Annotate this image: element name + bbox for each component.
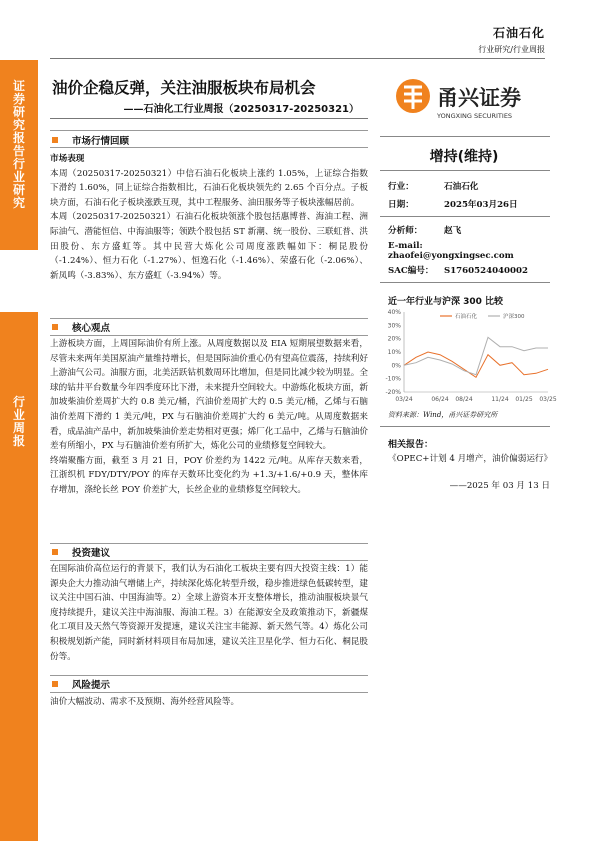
risk-paragraph: 油价大幅波动、需求不及预期、海外经营风险等。 bbox=[50, 697, 240, 707]
info-value: zhaofei@yongxingsec.com bbox=[388, 251, 514, 261]
info-value: 2025年03月26日 bbox=[444, 200, 518, 210]
related-report-date: ——2025 年 03 月 13 日 bbox=[449, 481, 550, 491]
title-divider bbox=[50, 118, 368, 119]
info-value: S1760524040002 bbox=[444, 266, 528, 276]
related-report-link[interactable]: 《OPEC+计划 4 月增产，油价偏弱运行》 bbox=[388, 454, 553, 464]
sidebar-mid-band bbox=[0, 312, 38, 841]
risk-body bbox=[50, 695, 368, 710]
sidebar-top-band bbox=[0, 60, 38, 250]
comparison-chart bbox=[378, 306, 557, 410]
info-label: 行业： bbox=[388, 182, 414, 192]
report-title: 油价企稳反弹，关注油服板块布局机会 bbox=[52, 79, 316, 97]
market-rule-bottom bbox=[50, 147, 368, 148]
core-rule-bottom bbox=[50, 335, 368, 336]
core-rule-top bbox=[50, 318, 368, 319]
risk-rule-bottom bbox=[50, 692, 368, 693]
x-tick-label: 03/25 bbox=[539, 396, 557, 403]
market-paragraph-2: 本周（20250317-20250321）石油石化板块领涨个股包括惠博普、海油工程、洲际油气、潜能恒信、中海油服等；领跌个股包括 ST 新潮、统一股份、三联虹普、洪田股份、东方盛虹等。其中民营大炼化公司周度涨跌幅如下：桐昆股份（-1.24%）、恒力石化（-1.27%）、恒逸石化（-1.46%）、荣盛石化（-2.06%）、新凤鸣（-3.83%）、东方盛虹（-3.94%）等。 bbox=[50, 212, 368, 281]
info-sac bbox=[388, 264, 528, 276]
advice-paragraph: 在国际油价高位运行的背景下，我们认为石油化工板块主要有四大投资主线：1）能源央企大力推动油气增储上产，持续深化炼化转型升级，稳步推进绿色低碳转型，建议关注中国石油、中国海油等。2）全球上游资本开支整体增长，推动油服板块景气度持续提升，建议关注中海油服、海油工程。3）在能源安全及政策推动下，新疆煤化工项目及天然气等资源开发提速，建议关注宝丰能源、新天然气等。4）炼化公司积极规划新产能，同时新材料项目布局加速，建议关注卫星化学、恒力石化、桐昆股份等。 bbox=[50, 564, 368, 662]
x-tick-label: 01/25 bbox=[515, 396, 533, 403]
market-paragraph-1: 本周（20250317-20250321）中信石油石化板块上涨约 1.05%，上证综合指数下滑约 1.60%，同上证综合指数相比，石油石化板块领先约 2.65 个百分点。子板块方面，石油石化子板块涨跌互现，其中工程服务、油田服务等子板块涨幅居前。 bbox=[50, 168, 368, 208]
y-tick-label: -10% bbox=[385, 375, 401, 383]
x-tick-label: 03/24 bbox=[395, 396, 413, 403]
broker-name: 甬兴证券 bbox=[437, 86, 521, 110]
broker-logo bbox=[393, 74, 545, 124]
info-label: E-mail: bbox=[388, 241, 423, 251]
y-tick-label: 20% bbox=[387, 335, 401, 343]
header-category: 行业研究/行业周报 bbox=[478, 45, 545, 54]
core-paragraph-2: 终端聚酯方面，截至 3 月 21 日，POY 价差约为 1422 元/吨。从库存天数来看，江浙织机 FDY/DTY/POY 的库存天数环比变化约为 +1.3/+1.6/+0.9 天，整体库存增加，涤纶长丝 POY 价差扩大，长丝企业的业绩修复空间较大。 bbox=[50, 455, 368, 495]
x-tick-label: 06/24 bbox=[431, 396, 449, 403]
report-subtitle: ——石油化工行业周报（20250317-20250321） bbox=[123, 104, 359, 115]
sidebar-mid-label: 行业周报 bbox=[12, 395, 25, 448]
chart-title: 近一年行业与沪深 300 比较 bbox=[388, 297, 504, 307]
chart-source: 资料来源：Wind，甬兴证券研究所 bbox=[388, 411, 498, 419]
advice-rule-bottom bbox=[50, 560, 368, 561]
advice-body bbox=[50, 562, 368, 664]
series-line-1 bbox=[404, 337, 548, 374]
broker-logo-icon bbox=[393, 74, 545, 124]
section-marker-icon bbox=[52, 681, 58, 687]
section-marker-icon bbox=[52, 137, 58, 143]
advice-heading: 投资建议 bbox=[52, 545, 110, 559]
section-marker-icon bbox=[52, 324, 58, 330]
broker-english: YONGXING SECURITIES bbox=[437, 112, 513, 120]
core-heading: 核心观点 bbox=[52, 320, 110, 334]
info-analyst bbox=[388, 224, 461, 236]
risk-rule-top bbox=[50, 675, 368, 676]
header-industry: 石油石化 bbox=[492, 26, 545, 40]
rating-bottom-rule bbox=[380, 170, 550, 171]
y-tick-label: 0% bbox=[391, 362, 401, 370]
y-tick-label: 10% bbox=[387, 349, 401, 356]
info-label: SAC编号： bbox=[388, 266, 434, 276]
core-body bbox=[50, 337, 368, 498]
y-tick-label: 40% bbox=[387, 309, 401, 316]
rating-top-rule bbox=[380, 136, 550, 137]
info-label: 分析师： bbox=[388, 226, 423, 236]
advice-rule-top bbox=[50, 543, 368, 544]
y-tick-label: 30% bbox=[387, 322, 401, 330]
chart-bottom-rule bbox=[380, 426, 550, 427]
market-rule-top bbox=[50, 130, 368, 131]
info-rule bbox=[380, 216, 550, 217]
market-body bbox=[50, 152, 368, 283]
info-label: 日期： bbox=[388, 200, 414, 210]
core-paragraph-1: 上游板块方面，上周国际油价有所上涨。从周度数据以及 EIA 短期展望数据来看，尽管未来两年美国原油产量维持增长，但是国际油价重心仍有望高位震荡，持续利好上游油气公司。油服方面，北美活跃钻机数周环比增加，但是同比减少较为明显。全球的钻井平台数量今年四季度环比下滑，未来提升空间较大。中游炼化板块方面，新加坡柴油价差周扩大约 0.8 美元/桶，汽油价差周扩大约 0.5 美元/桶，乙烯与石脑油价差周下滑约 1 美元/吨，PX 与石脑油价差周扩大约 6 美元/吨。从周度数据来看，成品油产品中，新加坡柴油价差走势相对更强；烯厂化工品中，乙烯与石脑油价差有所缩小，PX 与石脑油价差有所扩大，炼化公司的业绩修复空间较大。 bbox=[50, 339, 368, 452]
sidebar-top-label: 证券研究报告 行业研究 bbox=[12, 79, 25, 210]
header-divider bbox=[50, 58, 545, 59]
info-industry bbox=[388, 180, 478, 192]
market-heading: 市场行情回顾 bbox=[52, 133, 129, 147]
x-tick-label: 11/24 bbox=[491, 396, 509, 403]
y-tick-label: -20% bbox=[385, 389, 401, 396]
info-date bbox=[388, 198, 518, 210]
legend-label: 石油石化 bbox=[455, 314, 478, 320]
info-value: 石油石化 bbox=[444, 182, 479, 192]
section-marker-icon bbox=[52, 549, 58, 555]
related-heading: 相关报告： bbox=[388, 440, 434, 450]
x-tick-label: 08/24 bbox=[455, 396, 473, 403]
rating-label: 增持(维持) bbox=[429, 149, 499, 165]
info-email bbox=[388, 241, 553, 261]
market-subheading: 市场表现 bbox=[50, 154, 85, 164]
info-value: 赵飞 bbox=[444, 226, 462, 236]
chart-top-rule bbox=[380, 282, 550, 283]
risk-heading: 风险提示 bbox=[52, 677, 110, 691]
legend-label: 沪深300 bbox=[503, 314, 525, 320]
